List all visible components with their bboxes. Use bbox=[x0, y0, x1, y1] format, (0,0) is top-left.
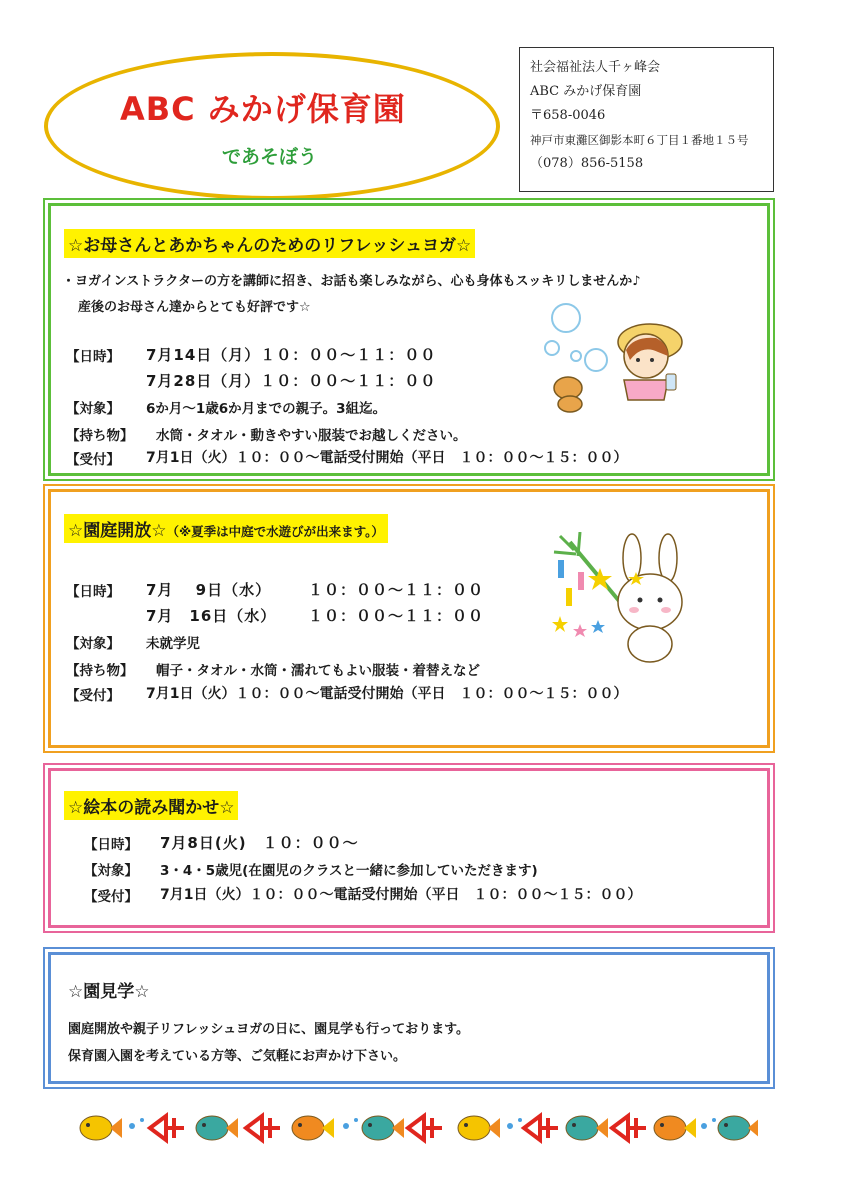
tour-heading: ☆園見学☆ bbox=[68, 982, 150, 1002]
org-phone: （078）856-5158 bbox=[530, 156, 644, 171]
yoga-bring-label: 【持ち物】 bbox=[66, 428, 134, 444]
garden-date-1-time: １０：００～１１：００ bbox=[308, 581, 485, 599]
garden-date-2-day: 7月 16日（水） bbox=[146, 607, 277, 625]
garden-heading bbox=[64, 514, 388, 543]
garden-reception: 7月1日（火）１０：００～電話受付開始（平日 １０：００～１５：００） bbox=[146, 686, 628, 702]
tour-line-2: 保育園入園を考えている方等、ご気軽にお声かけ下さい。 bbox=[68, 1049, 407, 1064]
reading-date: 7月8日(火) １０：００～ bbox=[160, 834, 359, 852]
fish-group-left bbox=[80, 1116, 442, 1140]
org-address: 神戸市東灘区御影本町６丁目１番地１５号 bbox=[530, 133, 749, 147]
garden-target-label: 【対象】 bbox=[66, 636, 120, 652]
reading-reception: 7月1日（火）１０：００～電話受付開始（平日 １０：００～１５：００） bbox=[160, 887, 642, 903]
tour-line-1: 園庭開放や親子リフレッシュヨガの日に、園見学も行っております。 bbox=[68, 1022, 470, 1037]
yoga-date-label: 【日時】 bbox=[66, 349, 120, 365]
garden-date-2-time: １０：００～１１：００ bbox=[308, 607, 485, 625]
garden-bring: 帽子・タオル・水筒・濡れてもよい服装・着替えなど bbox=[156, 663, 480, 679]
yoga-reception: 7月1日（火）１０：００～電話受付開始（平日 １０：００～１５：００） bbox=[146, 450, 628, 466]
garden-date-1-day: 7月 9日（水） bbox=[146, 581, 272, 599]
page-subtitle: であそぼう bbox=[222, 146, 318, 168]
page-title: ABC みかげ保育園 bbox=[120, 90, 406, 128]
organization-info bbox=[519, 47, 774, 192]
girl-bubbles-illustration bbox=[538, 300, 688, 420]
yoga-date-1: 7月14日（月）１０：００～１１：００ bbox=[146, 346, 437, 364]
reading-date-label: 【日時】 bbox=[84, 837, 138, 853]
garden-heading-note: （※夏季は中庭で水遊びが出来ます。） bbox=[166, 524, 384, 539]
garden-bring-label: 【持ち物】 bbox=[66, 663, 134, 679]
garden-target: 未就学児 bbox=[146, 636, 200, 652]
org-name: ABC みかげ保育園 bbox=[530, 84, 642, 99]
yoga-date-2: 7月28日（月）１０：００～１１：００ bbox=[146, 372, 437, 390]
rabbit-tanabata-illustration bbox=[540, 532, 700, 668]
reading-target: 3・4・5歳児(在園児のクラスと一緒に参加していただきます) bbox=[160, 863, 538, 879]
org-postal: 〒658-0046 bbox=[530, 108, 606, 123]
yoga-reception-label: 【受付】 bbox=[66, 452, 120, 468]
yoga-target-label: 【対象】 bbox=[66, 401, 120, 417]
yoga-target: 6か月～1歳6か月までの親子。3組迄。 bbox=[146, 401, 387, 417]
reading-heading: ☆絵本の読み聞かせ☆ bbox=[64, 791, 238, 820]
garden-reception-label: 【受付】 bbox=[66, 688, 120, 704]
yoga-description-2: 産後のお母さん達からとても好評です☆ bbox=[78, 300, 311, 315]
garden-heading-title: ☆園庭開放☆ bbox=[68, 521, 167, 541]
reading-reception-label: 【受付】 bbox=[84, 889, 138, 905]
yoga-bring: 水筒・タオル・動きやすい服装でお越しください。 bbox=[156, 428, 467, 444]
fish-decoration-border bbox=[78, 1108, 758, 1148]
fish-group-right bbox=[458, 1116, 758, 1140]
yoga-heading: ☆お母さんとあかちゃんのためのリフレッシュヨガ☆ bbox=[64, 229, 475, 258]
garden-date-label: 【日時】 bbox=[66, 584, 120, 600]
reading-target-label: 【対象】 bbox=[84, 863, 138, 879]
yoga-description-1: ・ヨガインストラクターの方を講師に招き、お話も楽しみながら、心も身体もスッキリしませんか♪ bbox=[62, 274, 641, 289]
org-corporation: 社会福祉法人千ヶ峰会 bbox=[530, 60, 661, 75]
